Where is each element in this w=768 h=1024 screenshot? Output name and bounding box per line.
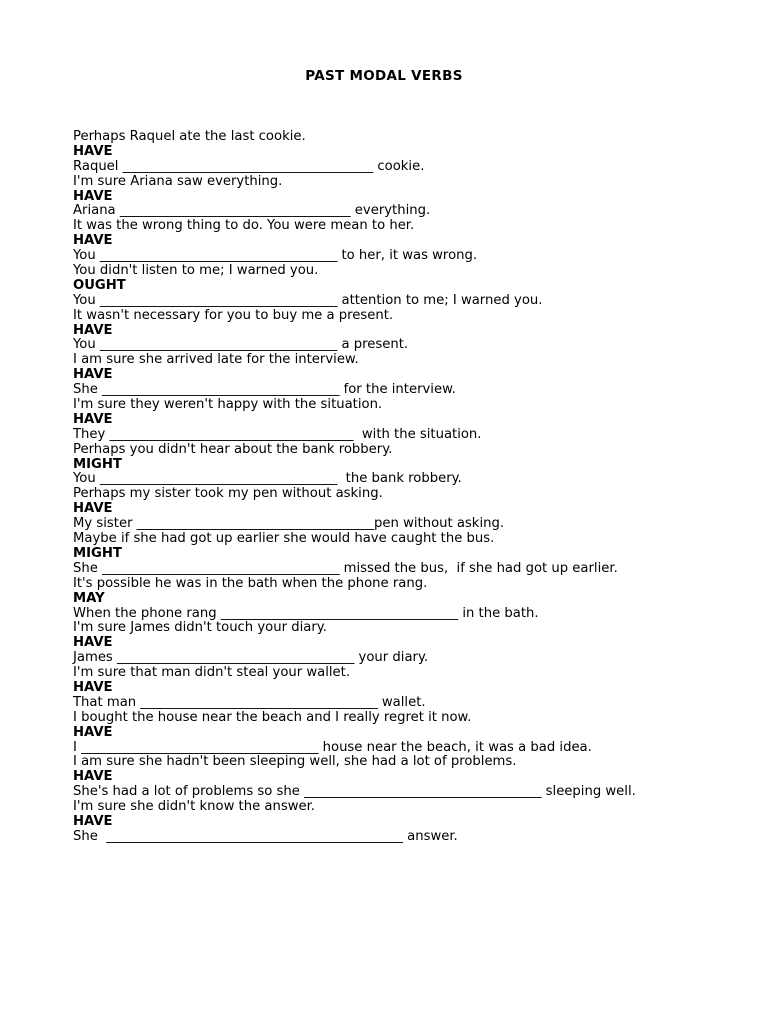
answer-line: You ____________________________________ the bank robbery. (73, 471, 462, 487)
answer-line: They _____________________________________ with the situation. (73, 426, 482, 442)
keyword: MAY (73, 590, 105, 606)
answer-line: She ____________________________________ missed the bus, if she had got up earlier. (73, 560, 618, 576)
keyword: HAVE (73, 769, 113, 785)
exercise-14 (73, 711, 753, 756)
exercise-16 (73, 800, 753, 845)
answer-line: She's had a lot of problems so she ____________________________________ sleeping well. (73, 784, 636, 800)
answer-line: You ____________________________________ a present. (73, 337, 409, 353)
exercise-1 (73, 130, 753, 175)
answer-line: Raquel ______________________________________ cookie. (73, 158, 425, 174)
exercise-list (73, 130, 753, 845)
original-sentence: Perhaps you didn't hear about the bank robbery. (73, 441, 393, 457)
exercise-2 (73, 175, 753, 220)
answer-line: James ____________________________________ your diary. (73, 650, 429, 666)
exercise-10 (73, 532, 753, 577)
original-sentence: I am sure she hadn't been sleeping well, she had a lot of problems. (73, 754, 517, 770)
exercise-7 (73, 398, 753, 443)
exercise-6 (73, 353, 753, 398)
original-sentence: It's possible he was in the bath when the phone rang. (73, 575, 428, 591)
keyword: HAVE (73, 679, 113, 695)
original-sentence: I'm sure Ariana saw everything. (73, 173, 283, 189)
exercise-9 (73, 487, 753, 532)
keyword: HAVE (73, 143, 113, 159)
original-sentence: I am sure she arrived late for the interview. (73, 352, 359, 368)
keyword: HAVE (73, 635, 113, 651)
original-sentence: It wasn't necessary for you to buy me a present. (73, 307, 394, 323)
answer-line: You ____________________________________ attention to me; I warned you. (73, 292, 543, 308)
keyword: OUGHT (73, 277, 126, 293)
original-sentence: Perhaps my sister took my pen without asking. (73, 486, 383, 502)
keyword: HAVE (73, 411, 113, 427)
answer-line: You ____________________________________ to her, it was wrong. (73, 248, 478, 264)
answer-line: When the phone rang ____________________________________ in the bath. (73, 605, 539, 621)
keyword: HAVE (73, 501, 113, 517)
original-sentence: I'm sure James didn't touch your diary. (73, 620, 327, 636)
page-title: PAST MODAL VERBS (305, 68, 463, 84)
keyword: HAVE (73, 188, 113, 204)
keyword: HAVE (73, 322, 113, 338)
original-sentence: I'm sure they weren't happy with the situation. (73, 397, 383, 413)
keyword: MIGHT (73, 545, 122, 561)
exercise-13 (73, 666, 753, 711)
answer-line: That man ____________________________________ wallet. (73, 694, 426, 710)
exercise-15 (73, 755, 753, 800)
exercise-5 (73, 309, 753, 354)
keyword: HAVE (73, 233, 113, 249)
exercise-3 (73, 219, 753, 264)
answer-line: She _____________________________________________ answer. (73, 828, 458, 844)
original-sentence: You didn't listen to me; I warned you. (73, 263, 319, 279)
original-sentence: Perhaps Raquel ate the last cookie. (73, 129, 306, 144)
exercise-4 (73, 264, 753, 309)
original-sentence: I'm sure that man didn't steal your wallet. (73, 665, 351, 681)
keyword: HAVE (73, 724, 113, 740)
answer-line: Ariana ___________________________________ everything. (73, 203, 431, 219)
original-sentence: Maybe if she had got up earlier she would have caught the bus. (73, 531, 495, 547)
answer-line: My sister ____________________________________pen without asking. (73, 516, 505, 532)
original-sentence: I'm sure she didn't know the answer. (73, 799, 315, 815)
keyword: HAVE (73, 813, 113, 829)
exercise-12 (73, 621, 753, 666)
exercise-8 (73, 443, 753, 488)
original-sentence: It was the wrong thing to do. You were mean to her. (73, 218, 415, 234)
exercise-11 (73, 577, 753, 622)
original-sentence: I bought the house near the beach and I really regret it now. (73, 709, 472, 725)
keyword: MIGHT (73, 456, 122, 472)
keyword: HAVE (73, 367, 113, 383)
answer-line: I ____________________________________ house near the beach, it was a bad idea. (73, 739, 592, 755)
answer-line: She ____________________________________ for the interview. (73, 382, 456, 398)
